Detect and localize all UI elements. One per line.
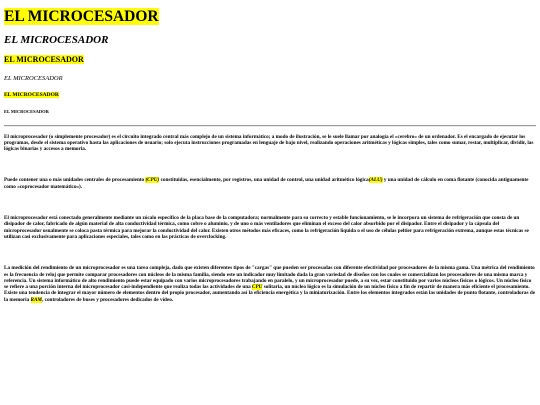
term-ram: RAM [30,296,43,303]
heading-level-6: EL MICROCESADOR [4,109,49,115]
heading-level-3: EL MICROCESADOR [4,55,84,65]
term-cpu-inline: CPU [252,284,263,291]
paragraph-performance: La medición del rendimiento de un microprocesador es una tarea compleja, dado que existen diferentes tipos de "cargas" que pueden ser procesadas con diferente efectividad por procesadores de la misma gama. Una métrica del rendimiento es la frecuencia de reloj que permite comparar procesadores con núcleos de la misma familia, siendo este un indicador muy limitado dada la gran variedad de diseños con los cuales se comercializan los procesadores de una misma marca y referencia. Un sistema informático de alto rendimiento puede estar equipado con varios microprocesadores trabajando en paralelo, y un microprocesador puede, a su vez, estar constituido por varios núcleos físicos o lógicos. Un núcleo físico se refiere a una porción interna del microprocesador casi-independiente que realiza todas las actividades de una CPU solitaria, un núcleo lógico es la simulación de un núcleo físico a fin de repartir de manera más eficiente el procesamiento. Existe una tendencia de integrar el mayor número de elementos dentro del propio procesador, aumentando así la eficiencia energética y la miniaturización. Entre los elementos integrados están las unidades de punto flotante, controladoras de la memoria RAM, controladores de buses y procesadores dedicados de vídeo. [4,265,536,303]
term-alu: (ALU) [368,177,383,184]
paragraph-components: Puede contener una o más unidades centrales de procesamiento (CPU) constituidas, esencialmente, por registros, una unidad de control, una unidad aritmético lógica(ALU) y una unidad de cálculo en coma flotante (conocida antiguamente como «coprocesador matemático»). [4,177,529,190]
heading-level-4: EL MICROCESADOR [4,74,63,82]
paragraph-intro: El microprocesador (o simplemente procesador) es el circuito integrado central más complejo de un sistema informático; a modo de ilustración, se le suele llamar por analogía el «cerebro» de un ordenador. Es el encargado de ejecutar los programas, desde el sistema operativo hasta las aplicaciones de usuario; solo ejecuta instrucciones programadas en lenguaje de bajo nivel, realizando operaciones aritméticas y lógicas simples, tales como sumar, restar, multiplicar, dividir, las lógicas binarias y accesos a memoria. [4,133,534,153]
heading-level-5: EL MICROCESADOR [4,92,59,99]
divider [4,125,536,127]
heading-level-1: EL MICROCESADOR [4,8,159,25]
paragraph-cooling: El microprocesador está conectado generalmente mediante un zócalo específico de la placa base de la computadora; normalmente para su correcto y estable funcionamiento, se le incorpora un sistema de refrigeración que consta de un disipador de calor, fabricado de algún material de alta conductividad térmica, como cobre o aluminio, y de uno o más ventiladores que eliminan el exceso del calor absorbido por el disipador. Entre el disipador y la cápsula del microprocesador usualmente se coloca pasta térmica para mejorar la conductividad del calor. Existen otros métodos más eficaces, como la refrigeración líquida o el uso de células peltier para refrigeración extrema, aunque estas técnicas se utilizan casi exclusivamente para aplicaciones especiales, tales como en las prácticas de overclocking. [4,215,529,240]
heading-level-2: EL MICROCESADOR [4,33,109,46]
term-cpu: (CPU) [145,177,160,184]
